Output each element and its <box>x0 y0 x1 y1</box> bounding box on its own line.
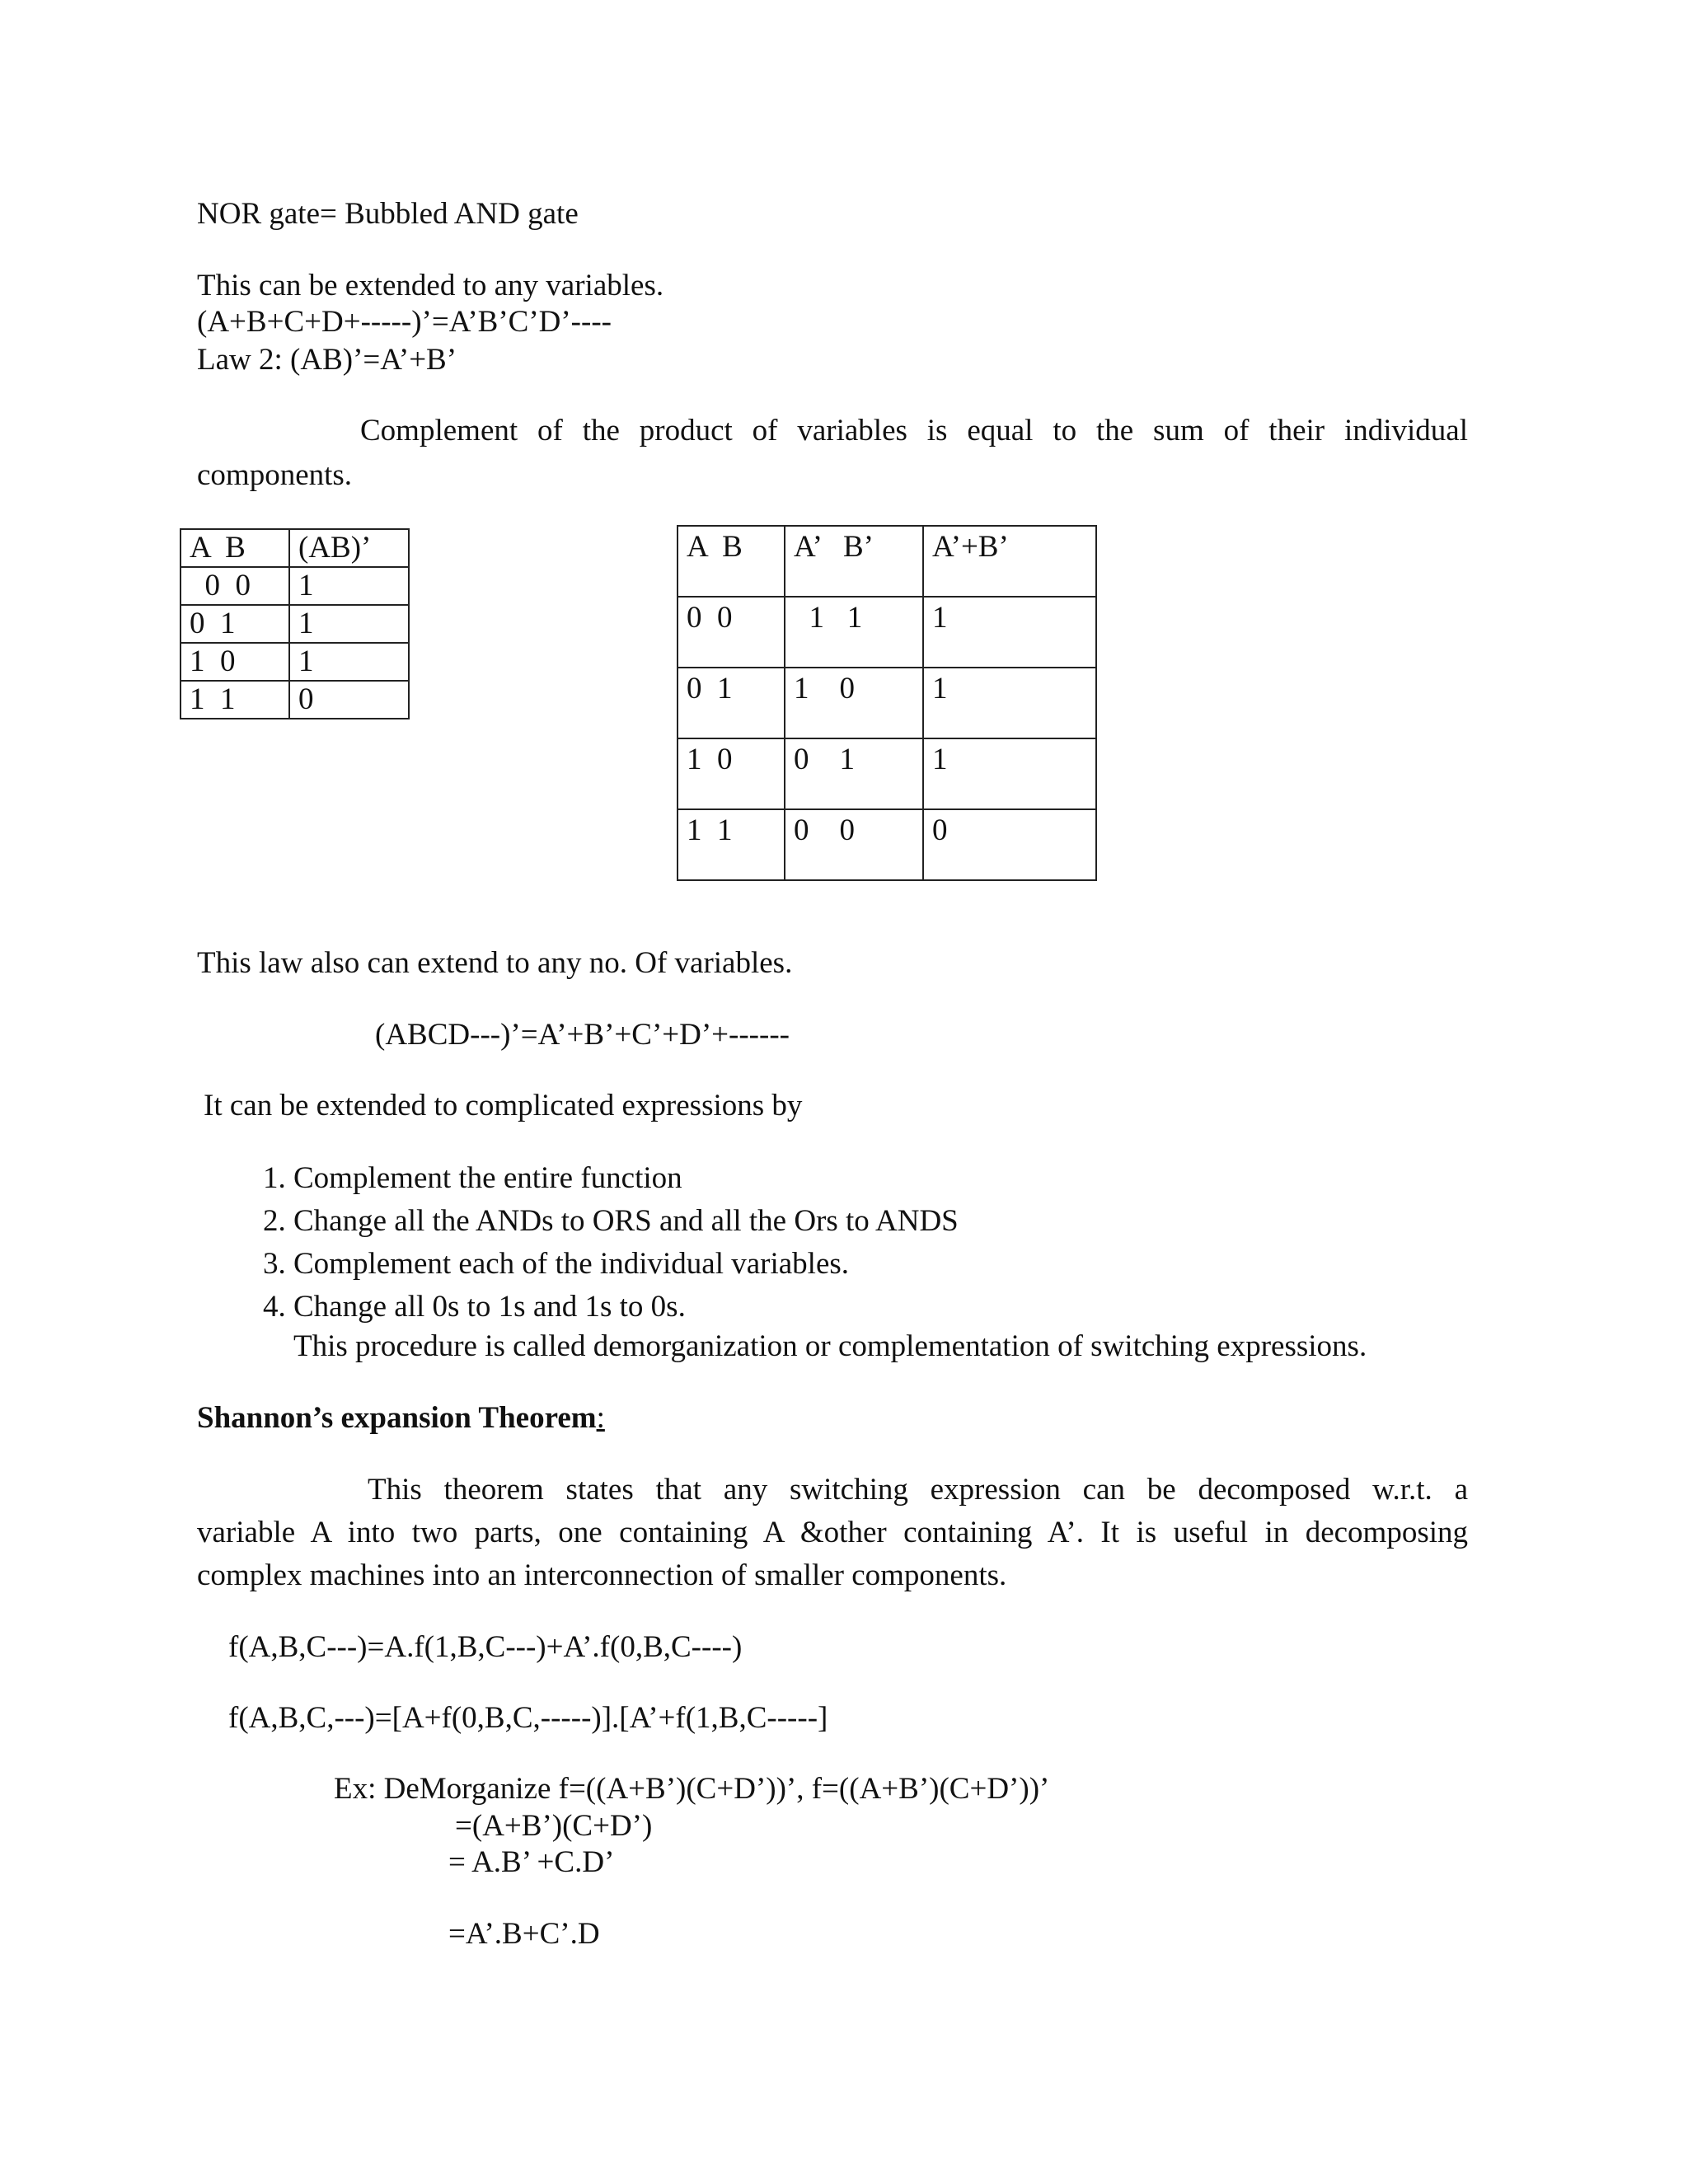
complicated-expressions-text: It can be extended to complicated expressions by <box>204 1089 803 1122</box>
table-header-cell: A’+B’ <box>923 526 1096 597</box>
shannon-formula-2: f(A,B,C,---)=[A+f(0,B,C,-----)].[A’+f(1,B,C-----] <box>228 1701 828 1735</box>
extend-variables-text: This can be extended to any variables. <box>197 269 664 302</box>
table-cell: 0 1 <box>678 668 785 738</box>
shannon-heading <box>197 1400 605 1436</box>
table-row <box>678 668 1096 738</box>
complement-paragraph-line1: Complement of the product of variables is equal to the sum of their individual <box>360 414 1468 448</box>
list-item: 2. Change all the ANDs to ORS and all the Ors to ANDS <box>293 1200 1530 1243</box>
shannon-heading-colon: : <box>596 1401 605 1435</box>
table-cell: 0 <box>289 681 409 719</box>
table-cell: 0 0 <box>678 597 785 668</box>
list-item: 1. Complement the entire function <box>293 1157 1530 1200</box>
example-line2: =(A+B’)(C+D’) <box>455 1809 653 1843</box>
table-cell: 1 1 <box>181 681 289 719</box>
table-cell: 0 0 <box>785 809 923 880</box>
table-header-cell: A’ B’ <box>785 526 923 597</box>
shannon-paragraph-line3: complex machines into an interconnection of smaller components. <box>197 1558 1007 1592</box>
shannon-paragraph-line1: This theorem states that any switching expression can be decomposed w.r.t. a <box>368 1473 1468 1507</box>
table-header-cell: (AB)’ <box>289 529 409 567</box>
nor-gate-heading: NOR gate= Bubbled AND gate <box>197 197 579 231</box>
table-cell: 0 0 <box>181 567 289 605</box>
law1-extended-formula: (A+B+C+D+-----)’=A’B’C’D’---- <box>197 305 612 339</box>
table-row <box>181 605 409 643</box>
table-cell: 0 <box>923 809 1096 880</box>
table-cell: 1 <box>923 738 1096 809</box>
law2-extended-formula: (ABCD---)’=A’+B’+C’+D’+------ <box>375 1018 790 1052</box>
table-cell: 1 <box>289 567 409 605</box>
table-cell: 1 0 <box>785 668 923 738</box>
table-row <box>181 681 409 719</box>
example-line1: Ex: DeMorganize f=((A+B’)(C+D’))’, f=((A+B’)(C+D’))’ <box>334 1772 1050 1806</box>
table-header-cell: A B <box>181 529 289 567</box>
table-cell: 1 1 <box>678 809 785 880</box>
table-cell: 0 1 <box>785 738 923 809</box>
truth-table-nand <box>180 528 410 719</box>
list-item: 3. Complement each of the individual variables. <box>293 1243 1530 1286</box>
example-line3: = A.B’ +C.D’ <box>448 1845 615 1879</box>
demorganization-steps <box>241 1157 1530 1329</box>
table-cell: 1 <box>923 668 1096 738</box>
example-line4: =A’.B+C’.D <box>448 1917 600 1951</box>
law-extend-text: This law also can extend to any no. Of variables. <box>197 946 793 980</box>
table-row <box>181 567 409 605</box>
shannon-paragraph-line2: variable A into two parts, one containing A &other containing A’. It is useful in decomposing <box>197 1516 1468 1549</box>
procedure-note: This procedure is called demorganization or complementation of switching expressions. <box>293 1329 1367 1363</box>
shannon-formula-1: f(A,B,C---)=A.f(1,B,C---)+A’.f(0,B,C----) <box>228 1630 743 1664</box>
table-cell: 1 <box>923 597 1096 668</box>
table-row <box>678 526 1096 597</box>
table-header-cell: A B <box>678 526 785 597</box>
table-row <box>678 597 1096 668</box>
table-cell: 0 1 <box>181 605 289 643</box>
table-cell: 1 1 <box>785 597 923 668</box>
table-row <box>678 738 1096 809</box>
shannon-heading-text: Shannon’s expansion Theorem <box>197 1401 597 1435</box>
law2-formula: Law 2: (AB)’=A’+B’ <box>197 343 457 377</box>
table-row <box>181 529 409 567</box>
table-cell: 1 0 <box>678 738 785 809</box>
table-cell: 1 <box>289 605 409 643</box>
table-cell: 1 0 <box>181 643 289 681</box>
table-row <box>678 809 1096 880</box>
complement-paragraph-line2: components. <box>197 458 353 492</box>
list-item: 4. Change all 0s to 1s and 1s to 0s. <box>293 1286 1530 1329</box>
truth-table-demorgan <box>677 525 1097 881</box>
table-row <box>181 643 409 681</box>
table-cell: 1 <box>289 643 409 681</box>
